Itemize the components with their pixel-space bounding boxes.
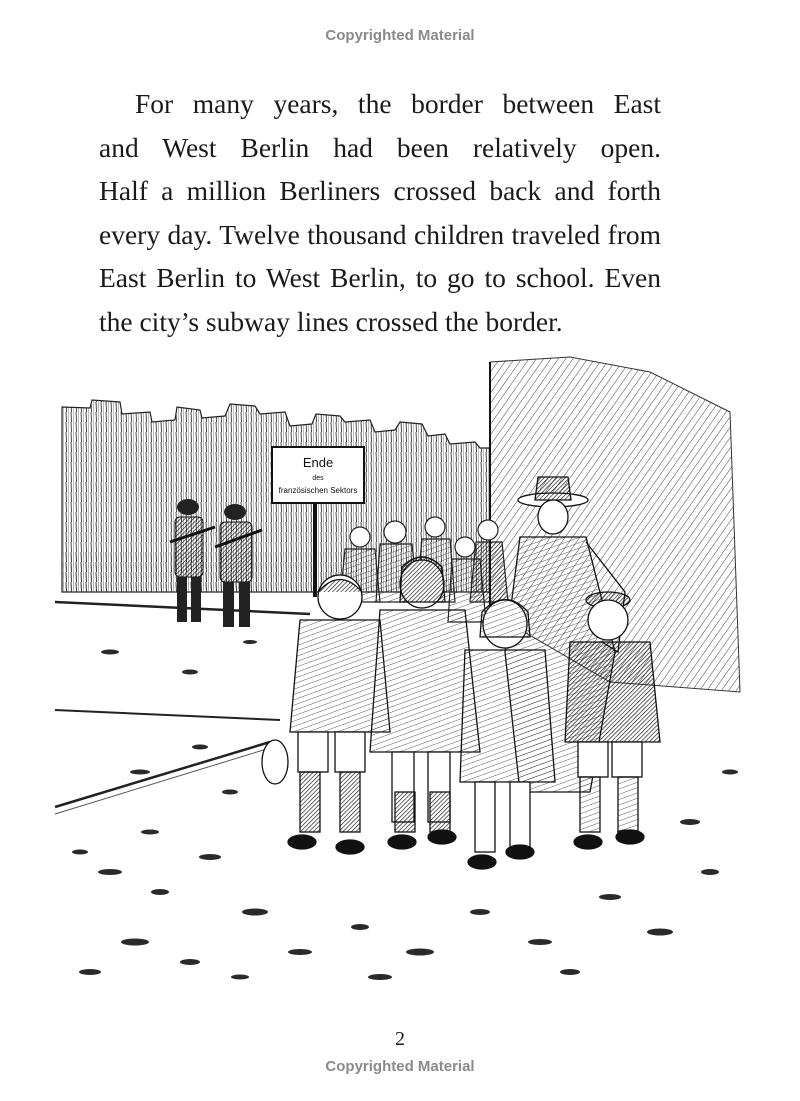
paragraph-line: For many years, the border between East [135,88,661,119]
copyright-watermark-top: Copyrighted Material [325,27,475,44]
body-paragraph [99,82,661,344]
paragraph-line: and West Berlin had been relatively open. [99,131,661,163]
paragraph-line: Half a million Berliners crossed back and forth [99,175,661,207]
paragraph-line: every day. Twelve thousand children traveled from [99,218,661,250]
paragraph-line: East Berlin to West Berlin, to go to school. Even [99,262,661,294]
child-boy-left [262,575,390,854]
sign-line-2: des [312,475,324,482]
copyright-watermark-bottom: Copyrighted Material [325,1058,475,1075]
page-number: 2 [395,1028,405,1050]
border-crossing-illustration [50,352,750,992]
paragraph-line: the city’s subway lines crossed the border. [99,305,563,337]
sign-line-1: Ende [302,455,334,470]
sign-line-3: französischen Sektors [278,486,358,495]
